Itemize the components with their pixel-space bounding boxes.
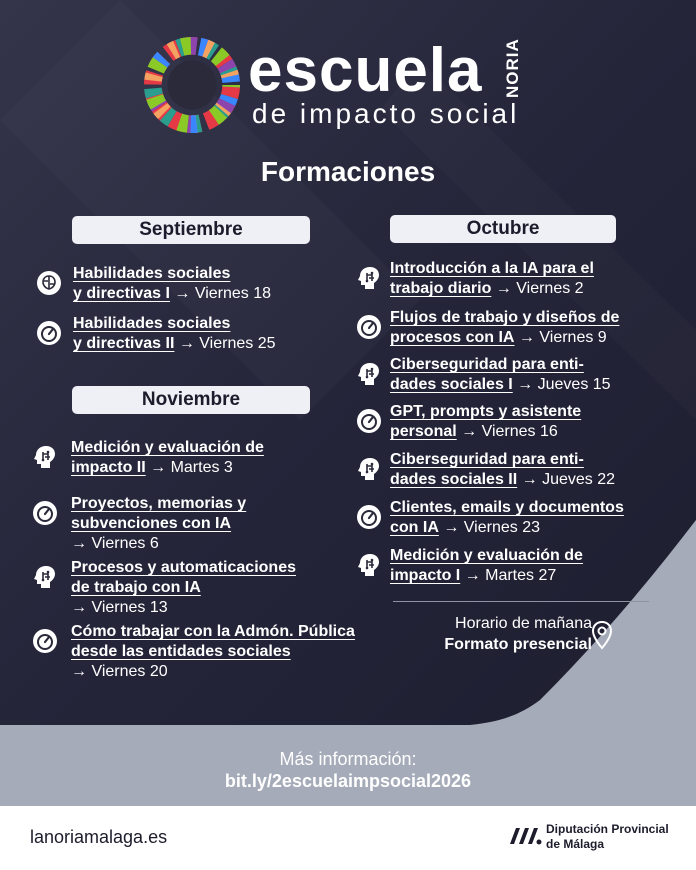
diputacion-line1: Diputación Provincial <box>546 822 669 836</box>
course-date: → Martes 3 <box>145 459 233 476</box>
diputacion-name <box>546 822 669 852</box>
schedule-time: Horario de mañana <box>455 615 592 632</box>
brand-wordmark: escuela <box>248 36 483 105</box>
course-title-line2: subvenciones con IA <box>71 515 232 532</box>
course-title-line1: Procesos y automaticaciones <box>71 559 296 576</box>
course-title-line1: Habilidades sociales <box>73 315 231 332</box>
course-date-row <box>71 662 355 682</box>
course-item[interactable] <box>73 264 271 304</box>
ai-head-icon <box>356 361 382 387</box>
course-title-line2: y directivas I <box>73 285 170 302</box>
course-item[interactable] <box>390 259 594 299</box>
speedometer-icon <box>356 314 382 340</box>
course-item[interactable] <box>390 402 581 442</box>
course-title-line2-row <box>71 642 355 662</box>
course-title-line1: Cómo trabajar con la Admón. Pública <box>71 623 355 640</box>
schedule-info <box>392 613 592 655</box>
course-title-line1: Ciberseguridad para enti- <box>390 356 584 373</box>
speedometer-icon <box>36 320 62 346</box>
course-item[interactable] <box>390 355 611 395</box>
brand-noria-label: NORIA <box>503 38 522 98</box>
course-title-line1: Proyectos, memorias y <box>71 495 247 512</box>
divider <box>393 601 649 602</box>
ai-head-icon <box>32 444 58 470</box>
course-title-line2: y directivas II <box>73 335 175 352</box>
ai-head-icon <box>356 552 382 578</box>
location-pin-icon <box>590 620 614 650</box>
course-date: → Jueves 22 <box>517 471 616 488</box>
course-date: → Jueves 15 <box>512 376 611 393</box>
speedometer-icon <box>32 628 58 654</box>
course-item[interactable] <box>71 438 264 478</box>
course-item[interactable] <box>71 622 355 682</box>
course-title-line2-row <box>71 514 246 534</box>
course-date-row <box>71 534 246 554</box>
schedule-format: Formato presencial <box>444 636 592 653</box>
course-title-line1: Flujos de trabajo y diseños de <box>390 309 620 326</box>
course-item[interactable] <box>390 546 583 586</box>
course-item[interactable] <box>71 558 296 618</box>
course-date: → Viernes 20 <box>71 663 168 680</box>
month-october-label: Octubre <box>390 215 616 243</box>
course-title-line1: Clientes, emails y documentos <box>390 499 624 516</box>
course-title-line1: Ciberseguridad para enti- <box>390 451 584 468</box>
course-title-line2-row <box>390 279 594 299</box>
course-title-line2: de trabajo con IA <box>71 579 201 596</box>
diputacion-line2: de Málaga <box>546 837 605 851</box>
course-title-line2-row <box>73 284 271 304</box>
course-title-line2: dades sociales I <box>390 376 513 393</box>
footer-url[interactable]: lanoriamalaga.es <box>30 827 168 847</box>
speedometer-icon <box>32 500 58 526</box>
brand-subtitle: de impacto social <box>252 98 520 129</box>
course-date: → Viernes 25 <box>174 335 276 352</box>
course-title-line2: impacto II <box>71 459 146 476</box>
course-title-line1: Medición y evaluación de <box>71 439 264 456</box>
course-title-line2: impacto I <box>390 567 461 584</box>
course-title-line1: Medición y evaluación de <box>390 547 583 564</box>
course-title-line2-row <box>390 328 619 348</box>
course-title-line2: con IA <box>390 519 439 536</box>
more-info <box>0 748 696 792</box>
course-title-line2-row <box>390 518 624 538</box>
course-title-line2: desde las entidades sociales <box>71 643 291 660</box>
course-date: → Viernes 16 <box>456 423 558 440</box>
noria-logo <box>143 36 241 134</box>
course-date-row <box>71 598 296 618</box>
course-date: → Viernes 2 <box>491 280 584 297</box>
course-title-line2-row <box>73 334 275 354</box>
course-title-line2-row <box>390 375 611 395</box>
course-title-line2-row <box>390 566 583 586</box>
course-title-line2-row <box>390 470 615 490</box>
speedometer-icon <box>356 504 382 530</box>
month-september-label: Septiembre <box>72 216 310 244</box>
course-date: → Martes 27 <box>460 567 557 584</box>
ai-head-icon <box>356 265 382 291</box>
course-date: → Viernes 18 <box>169 285 272 302</box>
more-info-link[interactable]: bit.ly/2escuelaimpsocial2026 <box>224 771 472 791</box>
course-title-line2-row <box>71 458 264 478</box>
course-title-line1: GPT, prompts y asistente <box>390 403 582 420</box>
month-november-label: Noviembre <box>72 386 310 414</box>
brain-icon <box>36 270 62 296</box>
course-item[interactable] <box>71 494 246 554</box>
course-item[interactable] <box>390 498 624 538</box>
course-item[interactable] <box>73 314 275 354</box>
course-title-line1: Habilidades sociales <box>73 265 231 282</box>
course-date: → Viernes 13 <box>71 599 168 616</box>
course-title-line2-row <box>390 422 581 442</box>
more-info-label: Más información: <box>279 749 417 769</box>
diputacion-logo <box>508 824 542 846</box>
course-item[interactable] <box>390 308 619 348</box>
course-title-line2: trabajo diario <box>390 280 492 297</box>
course-date: → Viernes 6 <box>71 535 159 552</box>
speedometer-icon <box>356 408 382 434</box>
course-title-line2: personal <box>390 423 457 440</box>
course-date: → Viernes 9 <box>514 329 607 346</box>
course-title-line2: procesos con IA <box>390 329 515 346</box>
ai-head-icon <box>32 564 58 590</box>
course-title-line1: Introducción a la IA para el <box>390 260 594 277</box>
ai-head-icon <box>356 456 382 482</box>
course-item[interactable] <box>390 450 615 490</box>
course-title-line2-row <box>71 578 296 598</box>
course-title-line2: dades sociales II <box>390 471 518 488</box>
page-title: Formaciones <box>260 156 436 187</box>
course-date: → Viernes 23 <box>438 519 540 536</box>
